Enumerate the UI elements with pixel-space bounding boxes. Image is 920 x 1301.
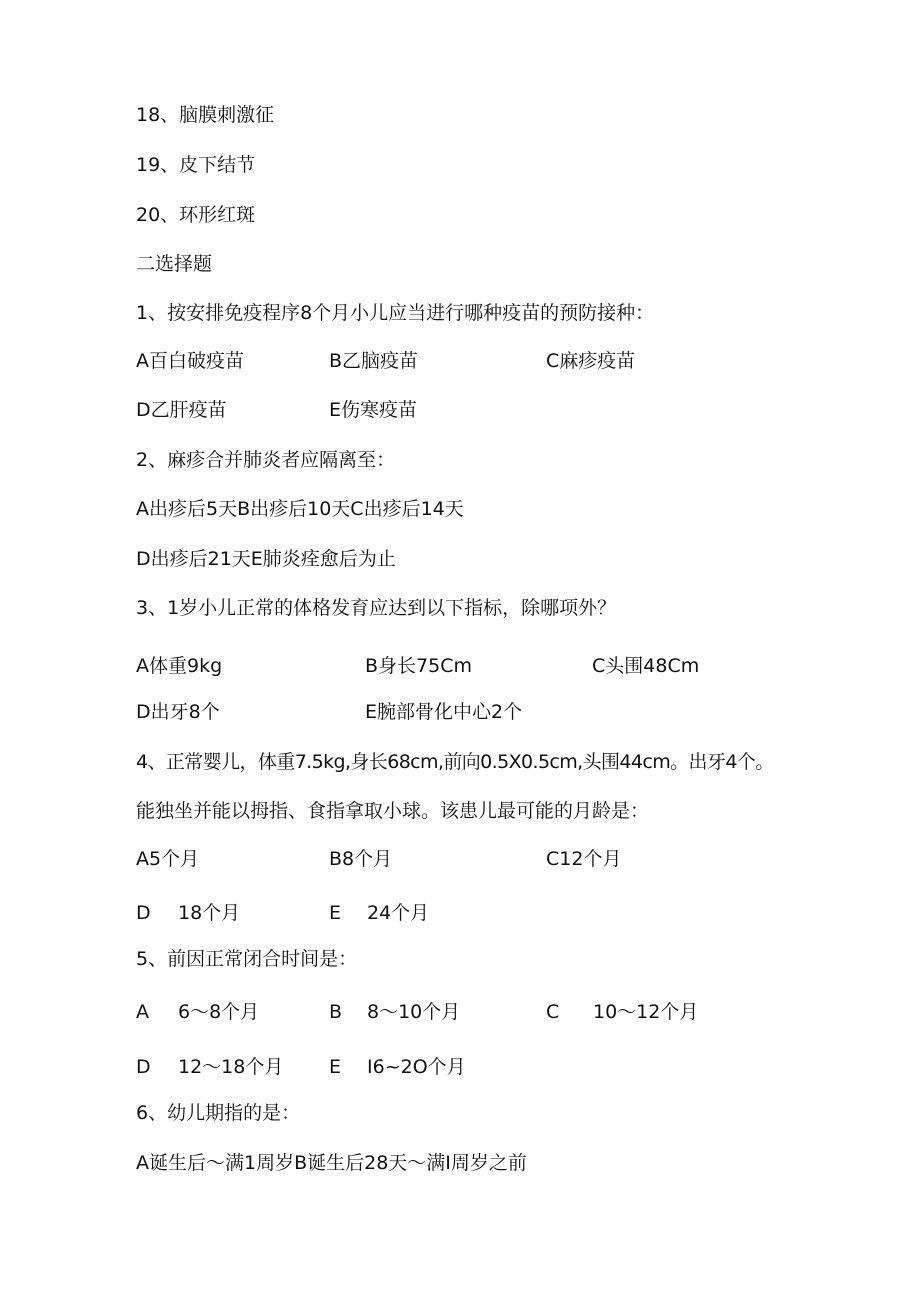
q6-options-line-1: A诞生后～满1周岁B诞生后28天～满I周岁之前 [136,1152,527,1174]
q5-option-d-letter: D [136,1056,151,1078]
question-5-stem: 5、前因正常闭合时间是： [136,948,358,970]
q1-option-d: D乙肝疫苗 [136,399,227,421]
section-title: 二选择题 [136,253,213,275]
q5-option-d-text: 12～18个月 [178,1056,284,1078]
q3-option-a: A体重9kg [136,655,223,677]
q4-option-d-letter: D [136,902,151,924]
list-item-18: 18、脑膜刺激征 [136,104,275,126]
list-item-19: 19、皮下结节 [136,154,256,176]
q3-option-b: B身长75Cm [365,655,472,677]
q5-option-e-text: I6~2O个月 [367,1056,466,1078]
q1-option-c: C麻疹疫苗 [546,350,636,372]
q4-option-c: C12个月 [546,848,622,870]
q1-option-b: B乙脑疫苗 [329,350,419,372]
q5-option-a-text: 6～8个月 [178,1001,260,1023]
q5-option-b-text: 8～10个月 [367,1001,461,1023]
q5-option-e-letter: E [329,1056,342,1078]
question-4-stem-line-1: 4、正常婴儿，体重7.5kg,身长68cm,前向0.5X0.5cm,头围44cm。出牙4个。 [136,751,774,773]
q5-option-c-text: 10～12个月 [593,1001,699,1023]
q4-option-d-text: 18个月 [178,902,241,924]
q1-option-e: E伤寒疫苗 [329,399,418,421]
question-6-stem: 6、幼儿期指的是： [136,1102,301,1124]
q4-option-b: B8个月 [329,848,393,870]
question-3-stem: 3、1岁小儿正常的体格发育应达到以下指标，除哪项外？ [136,597,617,619]
q2-options-line-2: D出疹后21天E肺炎痊愈后为止 [136,548,396,570]
q1-option-a: A百白破疫苗 [136,350,244,372]
q3-option-c: C头围48Cm [592,655,700,677]
list-item-20: 20、环形红斑 [136,204,256,226]
q2-options-line-1: A出疹后5天B出疹后10天C出疹后14天 [136,498,464,520]
q5-option-a-letter: A [136,1001,149,1023]
q3-option-d: D出牙8个 [136,701,220,723]
question-2-stem: 2、麻疹合并肺炎者应隔离至： [136,449,396,471]
q5-option-c-letter: C [546,1001,560,1023]
q5-option-b-letter: B [329,1001,343,1023]
question-4-stem-line-2: 能独坐并能以拇指、食指拿取小球。该患儿最可能的月龄是： [136,800,650,822]
q4-option-a: A5个月 [136,848,200,870]
question-1-stem: 1、按安排免疫程序8个月小儿应当进行哪种疫苗的预防接种： [136,302,655,324]
q3-option-e: E腕部骨化中心2个 [365,701,523,723]
q4-option-e-letter: E [329,902,342,924]
q4-option-e-text: 24个月 [367,902,430,924]
